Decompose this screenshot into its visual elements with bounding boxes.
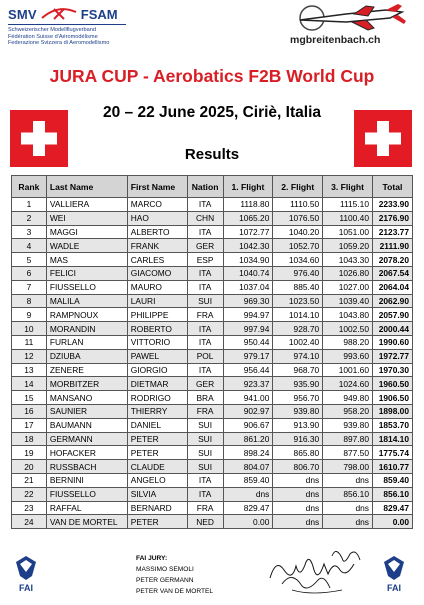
table-row [12, 225, 413, 239]
cell-last-name: SAUNIER [46, 404, 127, 418]
cell-flight-2: 1023.50 [273, 294, 323, 308]
smv-logo-subtext [8, 24, 126, 47]
table-row [12, 198, 413, 212]
cell-total: 1990.60 [372, 335, 412, 349]
cell-last-name: RAFFAL [46, 501, 127, 515]
cell-rank: 24 [12, 515, 47, 529]
cell-flight-1: 997.94 [223, 322, 273, 336]
table-row [12, 446, 413, 460]
cell-total: 1775.74 [372, 446, 412, 460]
cell-flight-3: 1043.80 [323, 308, 373, 322]
table-row [12, 294, 413, 308]
cell-total: 2067.54 [372, 266, 412, 280]
cell-rank: 9 [12, 308, 47, 322]
table-row [12, 473, 413, 487]
table-row [12, 239, 413, 253]
cell-flight-2: 916.30 [273, 432, 323, 446]
cell-nation: SUI [187, 418, 223, 432]
cell-nation: SUI [187, 446, 223, 460]
cell-flight-3: 1051.00 [323, 225, 373, 239]
cell-nation: FRA [187, 308, 223, 322]
table-row [12, 335, 413, 349]
cell-rank: 2 [12, 211, 47, 225]
cell-rank: 23 [12, 501, 47, 515]
cell-flight-1: 994.97 [223, 308, 273, 322]
cell-flight-1: 898.24 [223, 446, 273, 460]
cell-nation: CHN [187, 211, 223, 225]
cell-nation: SUI [187, 294, 223, 308]
cell-last-name: DZIUBA [46, 349, 127, 363]
cell-flight-2: dns [273, 473, 323, 487]
cell-total: 829.47 [372, 501, 412, 515]
cell-nation: SUI [187, 460, 223, 474]
cell-total: 1898.00 [372, 404, 412, 418]
col-last-name: Last Name [46, 176, 127, 198]
cell-rank: 11 [12, 335, 47, 349]
cell-flight-1: 0.00 [223, 515, 273, 529]
cell-flight-3: dns [323, 515, 373, 529]
event-dates-location: 20 – 22 June 2025, Ciriè, Italia [103, 104, 321, 121]
cell-last-name: VAN DE MORTEL [46, 515, 127, 529]
cell-first-name: HAO [127, 211, 187, 225]
fai-logo-right [380, 552, 408, 594]
cell-total: 2123.77 [372, 225, 412, 239]
cell-last-name: FELICI [46, 266, 127, 280]
table-row [12, 253, 413, 267]
cell-nation: ITA [187, 225, 223, 239]
cell-flight-1: 859.40 [223, 473, 273, 487]
cell-nation: NED [187, 515, 223, 529]
cell-first-name: BERNARD [127, 501, 187, 515]
cell-flight-1: 1034.90 [223, 253, 273, 267]
cell-first-name: PETER [127, 446, 187, 460]
cell-last-name: WEI [46, 211, 127, 225]
table-row [12, 487, 413, 501]
cell-first-name: ALBERTO [127, 225, 187, 239]
table-row [12, 377, 413, 391]
cell-total: 1972.77 [372, 349, 412, 363]
fsam-logo-text: FSAM [80, 6, 118, 22]
cell-last-name: RAMPNOUX [46, 308, 127, 322]
fai-jury-block [136, 553, 213, 597]
cell-last-name: FURLAN [46, 335, 127, 349]
model-airplane-icon [286, 4, 416, 34]
cell-total: 2064.04 [372, 280, 412, 294]
cell-total: 2078.20 [372, 253, 412, 267]
col-nation: Nation [187, 176, 223, 198]
cell-flight-3: 1024.60 [323, 377, 373, 391]
cell-flight-3: 1100.40 [323, 211, 373, 225]
col-flight-3: 3. Flight [323, 176, 373, 198]
table-row [12, 280, 413, 294]
cell-flight-3: 958.20 [323, 404, 373, 418]
cell-flight-1: 1072.77 [223, 225, 273, 239]
cell-first-name: SILVIA [127, 487, 187, 501]
smv-logo-text: SMV [8, 6, 37, 22]
cell-total: 1853.70 [372, 418, 412, 432]
table-body [12, 198, 413, 529]
cell-nation: POL [187, 349, 223, 363]
cell-total: 2233.90 [372, 198, 412, 212]
cell-first-name: PHILIPPE [127, 308, 187, 322]
smv-line-it: Federazione Svizzera di Aeromodellismo [8, 40, 110, 47]
cell-total: 0.00 [372, 515, 412, 529]
cell-rank: 21 [12, 473, 47, 487]
cell-rank: 7 [12, 280, 47, 294]
smv-line-fr: Fédération Suisse d'Aéromodélisme [8, 33, 98, 40]
cell-flight-3: 1002.50 [323, 322, 373, 336]
col-total: Total [372, 176, 412, 198]
cell-first-name: GIORGIO [127, 363, 187, 377]
cell-nation: GER [187, 377, 223, 391]
cell-last-name: VALLIERA [46, 198, 127, 212]
cell-flight-2: 935.90 [273, 377, 323, 391]
table-row [12, 363, 413, 377]
cell-last-name: MORBITZER [46, 377, 127, 391]
cell-flight-1: 941.00 [223, 391, 273, 405]
cell-first-name: CLAUDE [127, 460, 187, 474]
cell-rank: 12 [12, 349, 47, 363]
cell-total: 1906.50 [372, 391, 412, 405]
cell-flight-3: 877.50 [323, 446, 373, 460]
cell-flight-3: 1115.10 [323, 198, 373, 212]
cell-flight-2: 913.90 [273, 418, 323, 432]
cell-first-name: PETER [127, 432, 187, 446]
cell-total: 1610.77 [372, 460, 412, 474]
cell-last-name: GERMANN [46, 432, 127, 446]
cell-nation: GER [187, 239, 223, 253]
cell-flight-1: 861.20 [223, 432, 273, 446]
cell-flight-2: 968.70 [273, 363, 323, 377]
cell-first-name: MARCO [127, 198, 187, 212]
cell-flight-2: 1110.50 [273, 198, 323, 212]
cell-rank: 20 [12, 460, 47, 474]
cell-nation: ITA [187, 487, 223, 501]
cell-flight-2: dns [273, 487, 323, 501]
cell-rank: 19 [12, 446, 47, 460]
cell-last-name: BERNINI [46, 473, 127, 487]
cell-first-name: PAWEL [127, 349, 187, 363]
cell-rank: 17 [12, 418, 47, 432]
col-flight-1: 1. Flight [223, 176, 273, 198]
cell-flight-3: 993.60 [323, 349, 373, 363]
cell-first-name: GIACOMO [127, 266, 187, 280]
cell-flight-3: dns [323, 501, 373, 515]
cell-flight-3: 949.80 [323, 391, 373, 405]
cell-nation: BRA [187, 391, 223, 405]
table-row [12, 308, 413, 322]
cell-flight-2: 1034.60 [273, 253, 323, 267]
cell-flight-1: 829.47 [223, 501, 273, 515]
cell-rank: 10 [12, 322, 47, 336]
fai-logo-left [12, 552, 40, 594]
cell-rank: 13 [12, 363, 47, 377]
fai-label-right: FAI [386, 583, 402, 593]
smv-line-de: Schweizerischer Modellflugverband [8, 27, 96, 33]
cell-flight-2: 928.70 [273, 322, 323, 336]
cell-nation: ITA [187, 198, 223, 212]
cell-nation: FRA [187, 501, 223, 515]
cell-total: 1814.10 [372, 432, 412, 446]
jury-signatures [262, 540, 372, 600]
cell-flight-1: 1040.74 [223, 266, 273, 280]
cell-flight-1: 969.30 [223, 294, 273, 308]
cell-nation: ITA [187, 473, 223, 487]
cell-flight-3: 798.00 [323, 460, 373, 474]
jury-member: PETER GERMANN [136, 577, 194, 584]
cell-flight-2: 1040.20 [273, 225, 323, 239]
cell-flight-3: 1027.00 [323, 280, 373, 294]
cell-first-name: ROBERTO [127, 322, 187, 336]
table-row [12, 266, 413, 280]
jury-title: FAI JURY: [136, 555, 168, 562]
cell-total: 2000.44 [372, 322, 412, 336]
cell-flight-2: dns [273, 501, 323, 515]
jury-member: PETER VAN DE MORTEL [136, 588, 214, 595]
cell-flight-2: 1076.50 [273, 211, 323, 225]
cell-rank: 22 [12, 487, 47, 501]
cell-flight-2: dns [273, 515, 323, 529]
cell-nation: ITA [187, 322, 223, 336]
cell-rank: 8 [12, 294, 47, 308]
cell-rank: 4 [12, 239, 47, 253]
cell-flight-3: 1039.40 [323, 294, 373, 308]
cell-last-name: RUSSBACH [46, 460, 127, 474]
cell-total: 2062.90 [372, 294, 412, 308]
col-rank: Rank [12, 176, 47, 198]
cell-rank: 14 [12, 377, 47, 391]
cell-nation: FRA [187, 404, 223, 418]
cell-last-name: MAGGI [46, 225, 127, 239]
cell-flight-3: 1059.20 [323, 239, 373, 253]
cell-first-name: VITTORIO [127, 335, 187, 349]
cell-first-name: DIETMAR [127, 377, 187, 391]
cell-flight-1: 923.37 [223, 377, 273, 391]
cell-first-name: ANGELO [127, 473, 187, 487]
table-row [12, 391, 413, 405]
table-row [12, 418, 413, 432]
cell-nation: ESP [187, 253, 223, 267]
cell-flight-2: 885.40 [273, 280, 323, 294]
cell-rank: 3 [12, 225, 47, 239]
table-row [12, 515, 413, 529]
cell-flight-2: 865.80 [273, 446, 323, 460]
cell-last-name: ZENERE [46, 363, 127, 377]
cell-first-name: RODRIGO [127, 391, 187, 405]
cell-first-name: MAURO [127, 280, 187, 294]
cell-flight-1: 1118.80 [223, 198, 273, 212]
table-row [12, 404, 413, 418]
cell-last-name: MANSANO [46, 391, 127, 405]
cell-total: 1970.30 [372, 363, 412, 377]
cell-first-name: FRANK [127, 239, 187, 253]
cell-flight-1: dns [223, 487, 273, 501]
mgbreitenbach-logo [286, 4, 416, 48]
cell-nation: ITA [187, 280, 223, 294]
cell-flight-3: 939.80 [323, 418, 373, 432]
cell-rank: 6 [12, 266, 47, 280]
cell-last-name: HOFACKER [46, 446, 127, 460]
cell-flight-1: 1065.20 [223, 211, 273, 225]
table-row [12, 501, 413, 515]
cell-first-name: LAURI [127, 294, 187, 308]
cell-flight-3: 1026.80 [323, 266, 373, 280]
cell-nation: ITA [187, 335, 223, 349]
cell-nation: SUI [187, 432, 223, 446]
results-heading: Results [184, 146, 240, 163]
cell-flight-2: 1052.70 [273, 239, 323, 253]
cell-rank: 1 [12, 198, 47, 212]
cell-first-name: CARLES [127, 253, 187, 267]
cell-flight-1: 1042.30 [223, 239, 273, 253]
cell-total: 2111.90 [372, 239, 412, 253]
cell-first-name: DANIEL [127, 418, 187, 432]
cell-flight-2: 974.10 [273, 349, 323, 363]
cell-first-name: PETER [127, 515, 187, 529]
cell-flight-3: 1001.60 [323, 363, 373, 377]
cell-flight-1: 979.17 [223, 349, 273, 363]
cell-total: 859.40 [372, 473, 412, 487]
cell-total: 2057.90 [372, 308, 412, 322]
cell-nation: ITA [187, 363, 223, 377]
cell-flight-3: 988.20 [323, 335, 373, 349]
cell-rank: 15 [12, 391, 47, 405]
cell-flight-1: 950.44 [223, 335, 273, 349]
cell-flight-1: 1037.04 [223, 280, 273, 294]
mgbreitenbach-url: mgbreitenbach.ch [290, 34, 381, 46]
cell-last-name: WADLE [46, 239, 127, 253]
cell-flight-1: 956.44 [223, 363, 273, 377]
airplane-swoosh-icon [40, 6, 78, 22]
page-title: JURA CUP - Aerobatics F2B World Cup [49, 66, 375, 86]
cell-flight-3: dns [323, 473, 373, 487]
cell-total: 1960.50 [372, 377, 412, 391]
cell-flight-1: 906.67 [223, 418, 273, 432]
table-row [12, 322, 413, 336]
cell-first-name: THIERRY [127, 404, 187, 418]
cell-flight-2: 956.70 [273, 391, 323, 405]
cell-rank: 16 [12, 404, 47, 418]
cell-flight-3: 897.80 [323, 432, 373, 446]
fai-label-left: FAI [18, 583, 34, 593]
cell-last-name: MORANDIN [46, 322, 127, 336]
jury-member: MASSIMO SEMOLI [136, 566, 194, 573]
cell-rank: 18 [12, 432, 47, 446]
col-first-name: First Name [127, 176, 187, 198]
cell-rank: 5 [12, 253, 47, 267]
cell-flight-1: 804.07 [223, 460, 273, 474]
smv-fsam-logo [8, 6, 126, 56]
cell-flight-2: 806.70 [273, 460, 323, 474]
cell-last-name: FIUSSELLO [46, 280, 127, 294]
table-row [12, 349, 413, 363]
table-row [12, 432, 413, 446]
cell-flight-2: 976.40 [273, 266, 323, 280]
cell-last-name: FIUSSELLO [46, 487, 127, 501]
cell-flight-2: 1014.10 [273, 308, 323, 322]
cell-last-name: MAS [46, 253, 127, 267]
cell-nation: ITA [187, 266, 223, 280]
cell-last-name: BAUMANN [46, 418, 127, 432]
table-row [12, 460, 413, 474]
cell-flight-2: 939.80 [273, 404, 323, 418]
cell-flight-1: 902.97 [223, 404, 273, 418]
results-table [11, 175, 413, 529]
cell-flight-2: 1002.40 [273, 335, 323, 349]
col-flight-2: 2. Flight [273, 176, 323, 198]
table-header-row [12, 176, 413, 198]
cell-total: 2176.90 [372, 211, 412, 225]
cell-total: 856.10 [372, 487, 412, 501]
cell-flight-3: 1043.30 [323, 253, 373, 267]
cell-flight-3: 856.10 [323, 487, 373, 501]
cell-last-name: MALILA [46, 294, 127, 308]
table-row [12, 211, 413, 225]
